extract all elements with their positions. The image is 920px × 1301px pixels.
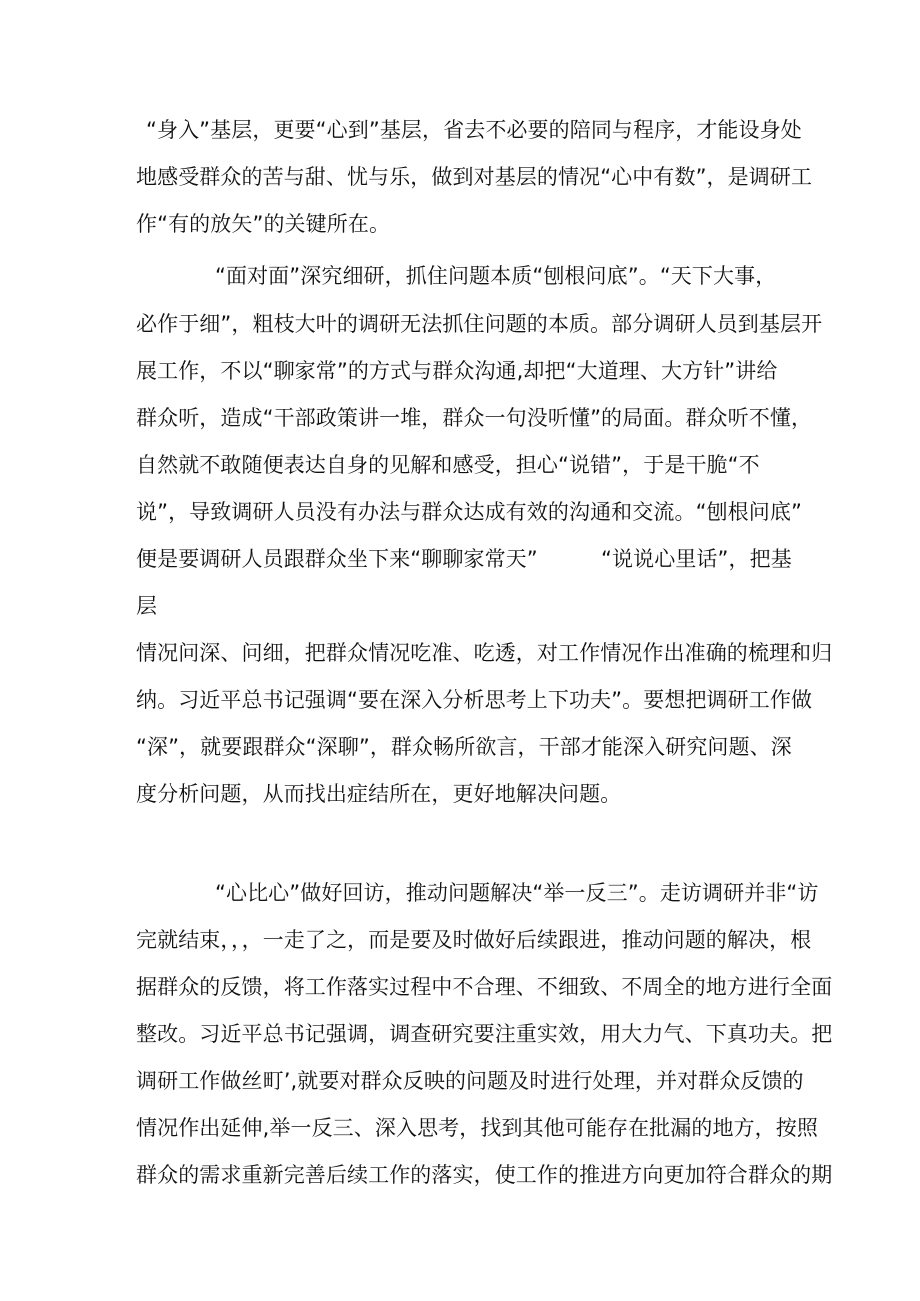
text-line: 自然就不敢随便表达自身的见解和感受，担心“说错”，于是干脆“不 bbox=[136, 453, 760, 477]
text-line: 必作于细”，粗枝大叶的调研无法抓住问题的本质。部分调研人员到基层开 bbox=[136, 312, 823, 336]
text-line: 整改。习近平总书记强调，调查研究要注重实效，用大力气、下真功夫。把 bbox=[136, 1022, 833, 1046]
text-line: “心比心”做好回访，推动问题解决“举一反三”。走访调研并非“访 bbox=[215, 881, 819, 905]
text-line: 层 bbox=[136, 594, 158, 618]
text-line: 作“有的放矢”的关键所在。 bbox=[136, 212, 391, 236]
text-line: 调研工作做丝町’,就要对群众反映的问题及时进行处理，并对群众反馈的 bbox=[136, 1069, 804, 1093]
text-line: 便是要调研人员跟群众坐下来“聊聊家常天” “说说心里话”，把基 bbox=[136, 547, 792, 571]
text-line: “身入”基层，更要“心到”基层，省去不必要的陪同与程序，才能设身处 bbox=[146, 118, 802, 142]
text-line: 度分析问题，从而找出症结所在，更好地解决问题。 bbox=[136, 782, 622, 806]
text-line: “面对面”深究细研，抓住问题本质“刨根问底”。“天下大事， bbox=[215, 264, 777, 288]
text-line: 说”，导致调研人员没有办法与群众达成有效的沟通和交流。“刨根问底” bbox=[136, 500, 802, 524]
text-line: 群众的需求重新完善后续工作的落实，使工作的推进方向更加符合群众的期 bbox=[136, 1163, 833, 1187]
text-line: 群众听，造成“干部政策讲一堆，群众一句没听懂”的局面。群众听不懂， bbox=[136, 406, 813, 430]
text-line: 情况问深、问细，把群众情况吃准、吃透，对工作情况作出准确的梳理和归 bbox=[136, 641, 833, 665]
text-line: 情况作出延伸,举一反三、深入思考，找到其他可能存在批漏的地方，按照 bbox=[136, 1116, 818, 1140]
text-line: 完就结束，，，一走了之，而是要及时做好后续跟进，推动问题的解决，根 bbox=[136, 928, 812, 952]
text-line: 展工作，不以“聊家常”的方式与群众沟通,却把“大道理、大方针”讲给 bbox=[136, 359, 778, 383]
text-line: 地感受群众的苦与甜、忧与乐，做到对基层的情况“心中有数”，是调研工 bbox=[136, 165, 813, 189]
text-line: 纳。习近平总书记强调“要在深入分析思考上下功夫”。要想把调研工作做 bbox=[136, 688, 813, 712]
text-line: “深”，就要跟群众“深聊”，群众畅所欲言，干部才能深入研究问题、深 bbox=[136, 735, 792, 759]
text-line: 据群众的反馈，将工作落实过程中不合理、不细致、不周全的地方进行全面 bbox=[136, 975, 833, 999]
